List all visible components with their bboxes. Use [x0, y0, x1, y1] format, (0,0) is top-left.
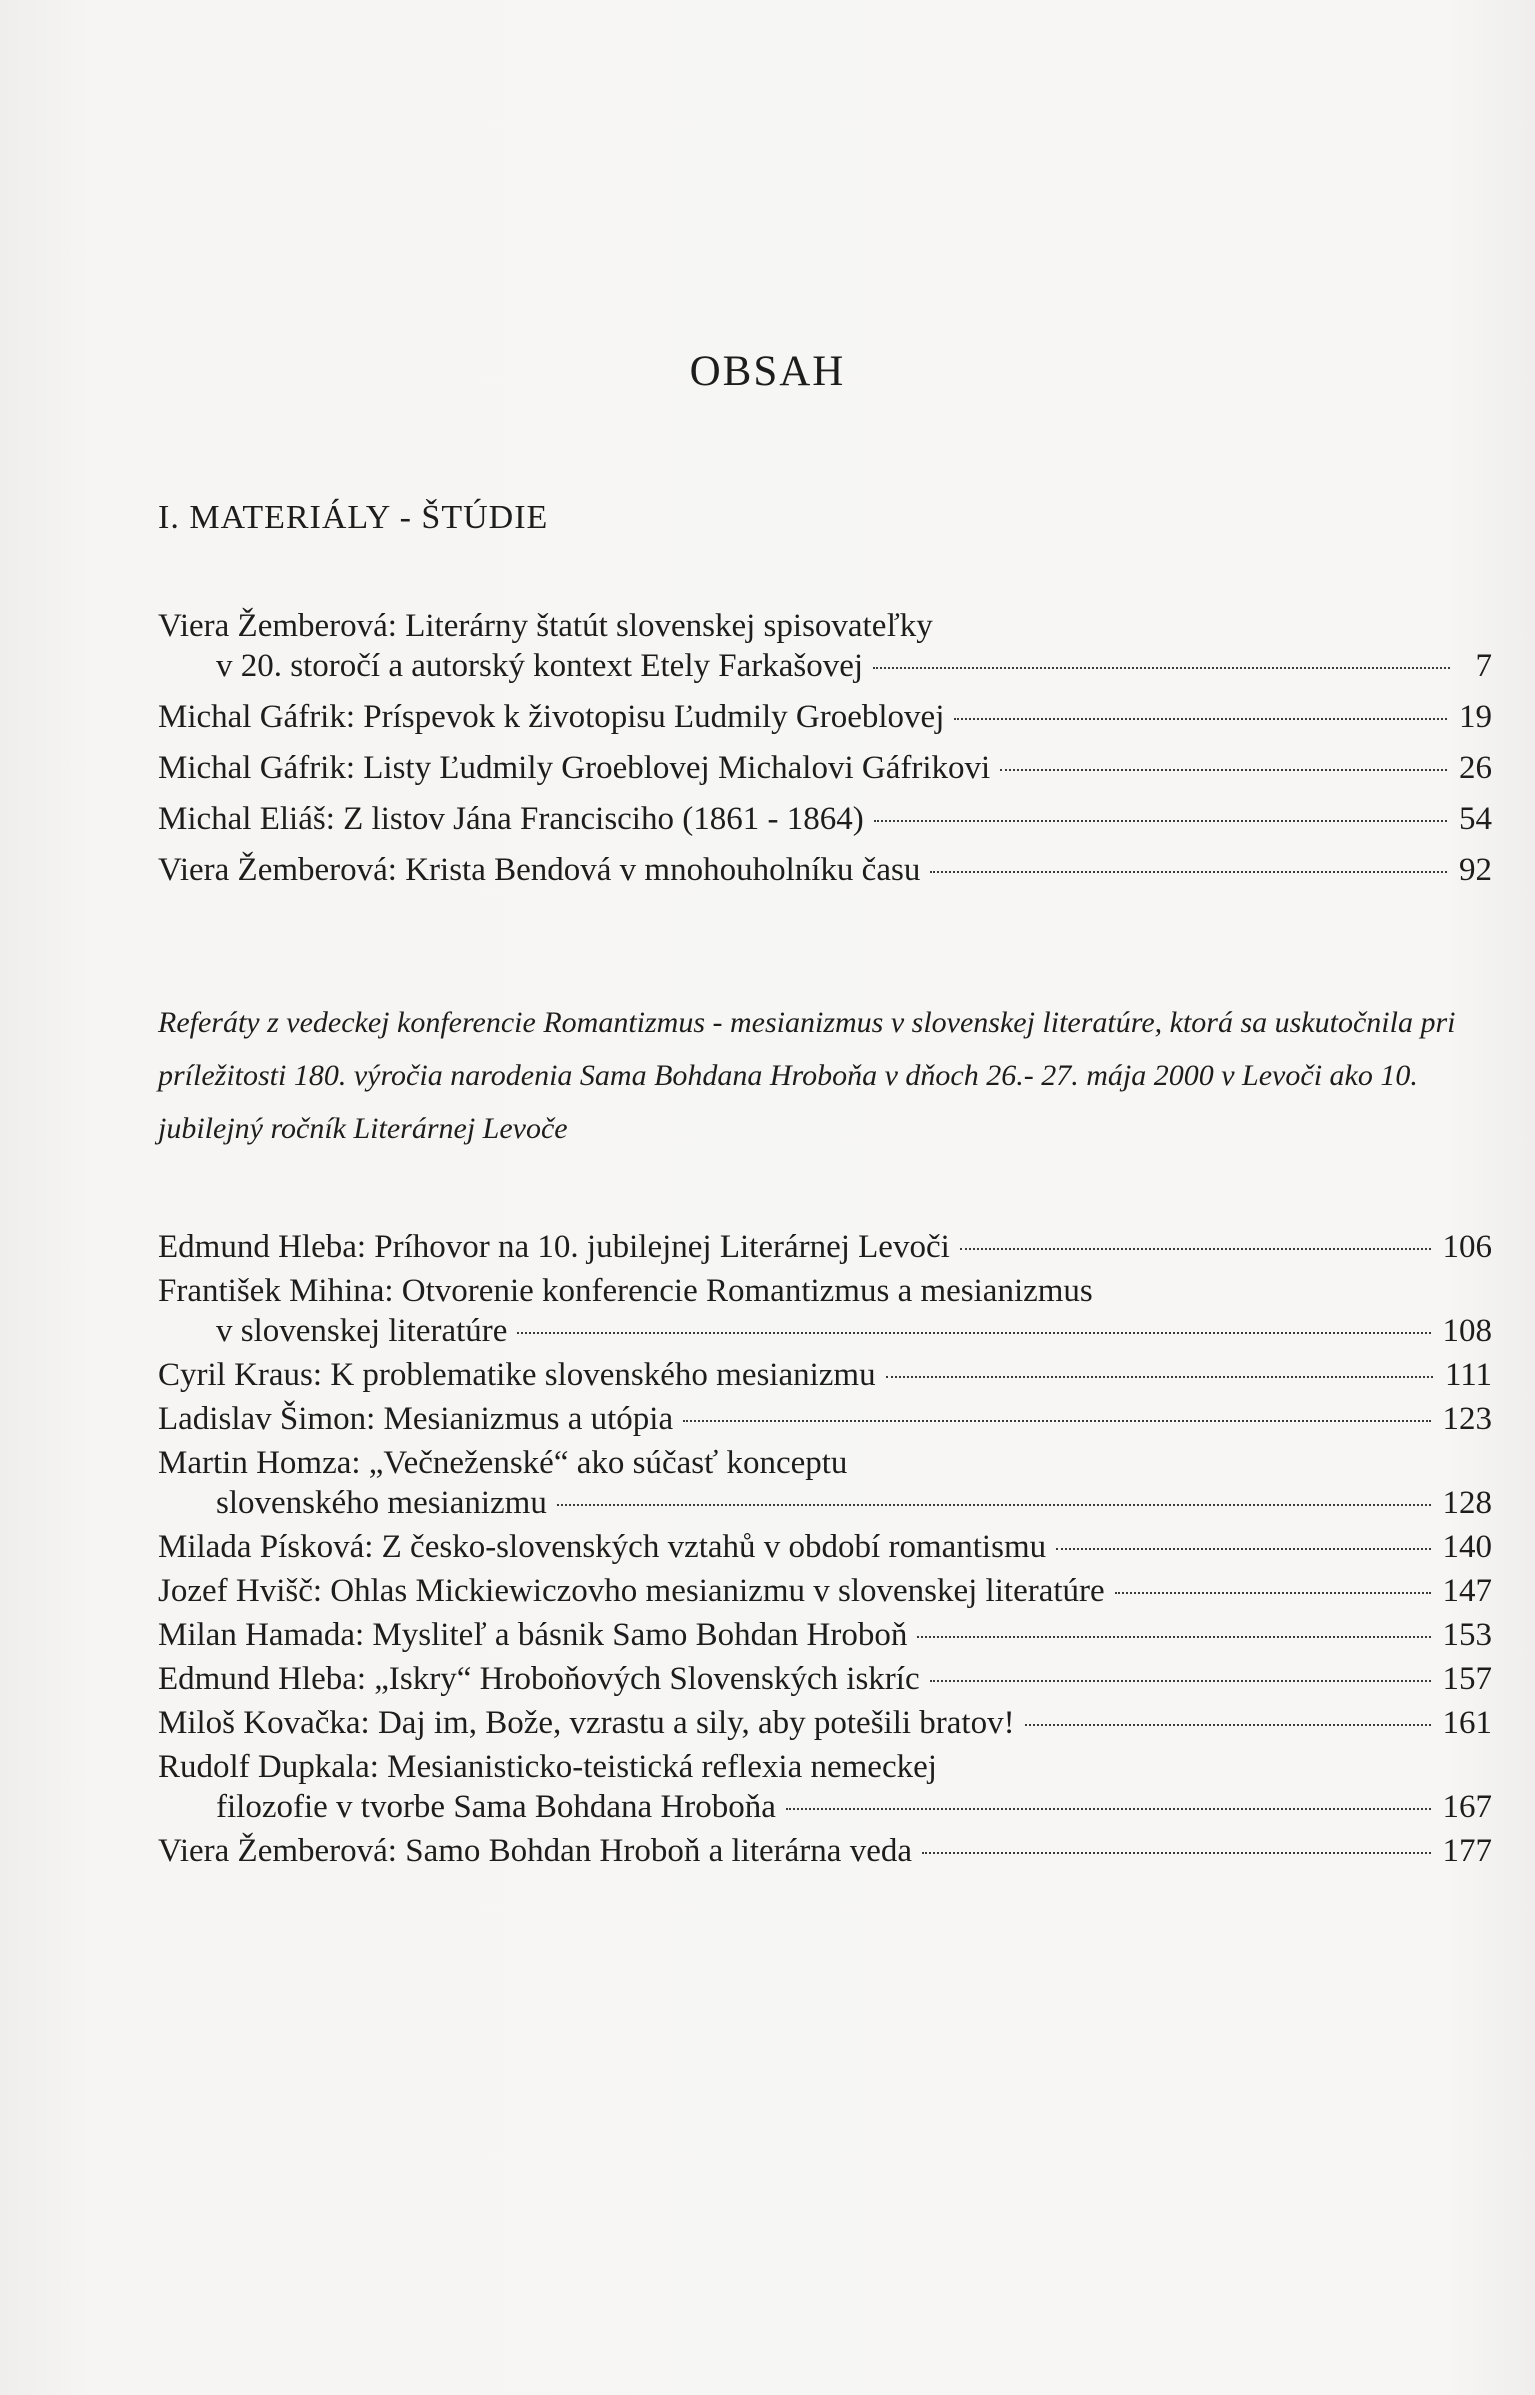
- toc-entry-title: František Mihina: Otvorenie konferencie Romantizmus a mesianizmus: [158, 1273, 1093, 1309]
- toc-page-number: 123: [1442, 1401, 1492, 1437]
- dot-leader: [1056, 1548, 1430, 1550]
- toc-entry-title-continued: v 20. storočí a autorský kontext Etely Farkašovej: [216, 648, 864, 684]
- dot-leader: [786, 1808, 1431, 1810]
- toc-entry-title-continued: slovenského mesianizmu: [216, 1485, 547, 1521]
- toc-entry-title: Milan Hamada: Mysliteľ a básnik Samo Bohdan Hroboň: [158, 1617, 908, 1653]
- dot-leader: [517, 1332, 1430, 1334]
- toc-entry-line: [158, 1227, 1492, 1267]
- page-title: OBSAH: [689, 348, 846, 395]
- toc-page-number: 111: [1444, 1357, 1492, 1393]
- toc-entry: [158, 1831, 1492, 1871]
- toc-page-number: 92: [1459, 852, 1492, 888]
- toc-entry-line: [158, 850, 1492, 890]
- toc-group-materials: [158, 606, 1492, 901]
- toc-entry-title-continued: v slovenskej literatúre: [216, 1313, 508, 1349]
- toc-entry-line: [158, 1831, 1492, 1871]
- toc-entry-title: Viera Žemberová: Literárny štatút slovenskej spisovateľky: [158, 608, 933, 644]
- toc-entry: [158, 606, 1492, 686]
- dot-leader: [1000, 769, 1447, 771]
- toc-entry-line: [158, 748, 1492, 788]
- dot-leader: [557, 1504, 1431, 1506]
- toc-page-number: 177: [1442, 1833, 1492, 1869]
- dot-leader: [922, 1852, 1431, 1854]
- toc-group-conference: [158, 1227, 1492, 1875]
- toc-page-number: 108: [1442, 1313, 1492, 1349]
- toc-page-number: 19: [1459, 699, 1492, 735]
- toc-page-number: 140: [1442, 1529, 1492, 1565]
- dot-leader: [960, 1248, 1431, 1250]
- toc-entry-line: [158, 1659, 1492, 1699]
- toc-page-number: 54: [1459, 801, 1492, 837]
- toc-entry-title: Michal Gáfrik: Príspevok k životopisu Ľudmily Groeblovej: [158, 699, 945, 735]
- toc-entry-title: Miloš Kovačka: Daj im, Bože, vzrastu a sily, aby potešili bratov!: [158, 1705, 1015, 1741]
- toc-page-number: 128: [1442, 1485, 1492, 1521]
- toc-entry-title: Edmund Hleba: „Iskry“ Hroboňových Slovenských iskríc: [158, 1661, 920, 1697]
- dot-leader: [930, 1680, 1431, 1682]
- toc-entry-line: [158, 1571, 1492, 1611]
- dot-leader: [917, 1636, 1430, 1638]
- toc-entry-title: Edmund Hleba: Príhovor na 10. jubilejnej Literárnej Levoči: [158, 1229, 950, 1265]
- toc-page-number: 7: [1475, 648, 1492, 684]
- dot-leader: [683, 1420, 1430, 1422]
- toc-entry: [158, 1271, 1492, 1351]
- toc-entry-title: Rudolf Dupkala: Mesianisticko-teistická reflexia nemeckej: [158, 1749, 937, 1785]
- toc-entry: [158, 1443, 1492, 1523]
- toc-entry: [158, 748, 1492, 788]
- toc-entry: [158, 1399, 1492, 1439]
- toc-entry-line: [158, 697, 1492, 737]
- toc-entry-line: [158, 606, 1492, 646]
- dot-leader: [930, 871, 1447, 873]
- toc-entry-line: [158, 1271, 1492, 1311]
- toc-entry: [158, 1227, 1492, 1267]
- toc-entry-line: [158, 1615, 1492, 1655]
- toc-page-number: 167: [1442, 1789, 1492, 1825]
- section-heading: I. MATERIÁLY - ŠTÚDIE: [158, 499, 549, 536]
- toc-entry-line: [158, 1703, 1492, 1743]
- dot-leader: [954, 718, 1447, 720]
- toc-entry: [158, 850, 1492, 890]
- toc-entry-line: [158, 1443, 1492, 1483]
- toc-entry: [158, 1659, 1492, 1699]
- toc-entry-line: [158, 1399, 1492, 1439]
- toc-page-number: 161: [1442, 1705, 1492, 1741]
- toc-entry-title-continued: filozofie v tvorbe Sama Bohdana Hroboňa: [216, 1789, 776, 1825]
- dot-leader: [1115, 1592, 1431, 1594]
- toc-entry-title: Cyril Kraus: K problematike slovenského mesianizmu: [158, 1357, 876, 1393]
- toc-entry: [158, 1703, 1492, 1743]
- toc-entry-title: Jozef Hvišč: Ohlas Mickiewiczovho mesianizmu v slovenskej literatúre: [158, 1573, 1105, 1609]
- toc-entry-line: [158, 1527, 1492, 1567]
- toc-entry-line: [158, 1747, 1492, 1787]
- dot-leader: [1025, 1724, 1431, 1726]
- toc-entry-title: Michal Gáfrik: Listy Ľudmily Groeblovej Michalovi Gáfrikovi: [158, 750, 991, 786]
- toc-page-number: 147: [1442, 1573, 1492, 1609]
- dot-leader: [874, 820, 1447, 822]
- toc-entry-line-continued: [158, 646, 1492, 686]
- toc-entry-title: Michal Eliáš: Z listov Jána Francisciho (1861 - 1864): [158, 801, 864, 837]
- toc-entry: [158, 1747, 1492, 1827]
- toc-entry-title: Viera Žemberová: Krista Bendová v mnohouholníku času: [158, 852, 921, 888]
- toc-entry: [158, 799, 1492, 839]
- toc-entry-line: [158, 799, 1492, 839]
- toc-entry-line-continued: [158, 1787, 1492, 1827]
- dot-leader: [886, 1376, 1433, 1378]
- toc-entry-line: [158, 1355, 1492, 1395]
- toc-entry-line-continued: [158, 1483, 1492, 1523]
- conference-note: Referáty z vedeckej konferencie Romantizmus - mesianizmus v slovenskej literatúre, ktorá sa uskutočnila pri príležitosti 180. výročia narodenia Sama Bohdana Hroboňa v dňoch 26.- 27. mája 2000 v Levoči ako 10. jubilejný ročník Literárnej Levoče: [158, 1006, 1456, 1145]
- toc-page-number: 153: [1442, 1617, 1492, 1653]
- toc-page-number: 106: [1442, 1229, 1492, 1265]
- toc-page-number: 26: [1459, 750, 1492, 786]
- toc-entry: [158, 1571, 1492, 1611]
- toc-entry-title: Milada Písková: Z česko-slovenských vztahů v období romantismu: [158, 1529, 1047, 1565]
- toc-entry: [158, 1615, 1492, 1655]
- toc-entry-title: Ladislav Šimon: Mesianizmus a utópia: [158, 1401, 674, 1437]
- toc-entry: [158, 1527, 1492, 1567]
- toc-entry: [158, 697, 1492, 737]
- toc-entry-line-continued: [158, 1311, 1492, 1351]
- toc-entry-title: Viera Žemberová: Samo Bohdan Hroboň a literárna veda: [158, 1833, 912, 1869]
- toc-entry: [158, 1355, 1492, 1395]
- toc-page-number: 157: [1442, 1661, 1492, 1697]
- dot-leader: [873, 667, 1450, 669]
- toc-entry-title: Martin Homza: „Večneženské“ ako súčasť konceptu: [158, 1445, 848, 1481]
